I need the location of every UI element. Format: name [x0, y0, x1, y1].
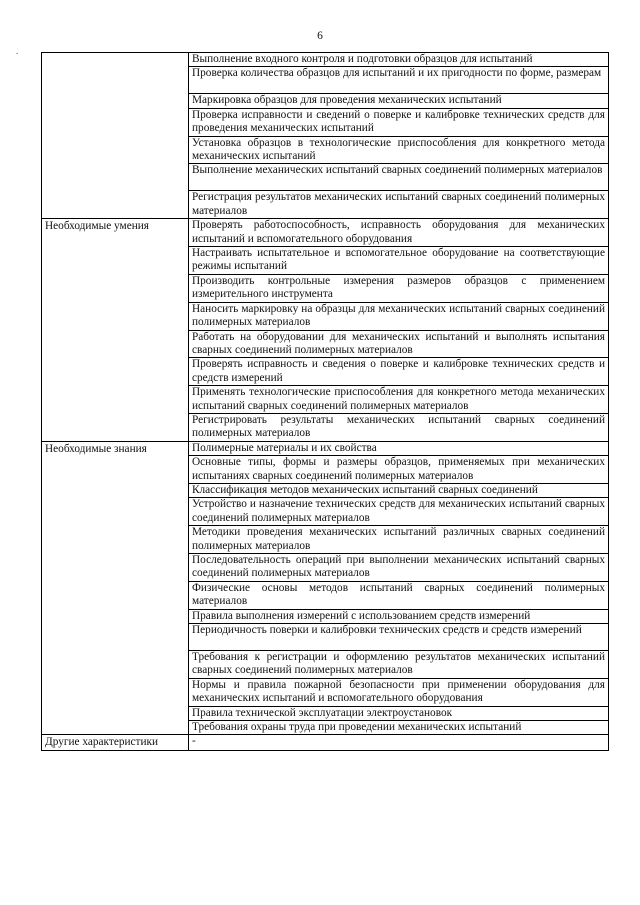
table-cell: Устройство и назначение технических средств для механических испытаний сварных соединений полимерных материалов: [189, 498, 609, 526]
table-cell: Регистрировать результаты механических испытаний сварных соединений полимерных материалов: [189, 413, 609, 441]
table-cell: Методики проведения механических испытаний различных сварных соединений полимерных материалов: [189, 526, 609, 554]
table-cell: Применять технологические приспособления для конкретного метода механических испытаний сварных соединений полимерных материалов: [189, 386, 609, 414]
group-label-other: Другие характеристики: [42, 735, 189, 750]
group-label: [42, 53, 189, 219]
table-cell: Основные типы, формы и размеры образцов, применяемых при механических испытаниях сварных соединений полимерных материалов: [189, 456, 609, 484]
group-label-skills: Необходимые умения: [42, 219, 189, 442]
table-cell: Установка образцов в технологические приспособления для конкретного метода механических испытаний: [189, 136, 609, 164]
margin-mark: .: [16, 46, 19, 56]
table-cell: Настраивать испытательное и вспомогательное оборудование на соответствующие режимы испытаний: [189, 247, 609, 275]
table-cell: Выполнение входного контроля и подготовки образцов для испытаний: [189, 53, 609, 67]
table-cell: Производить контрольные измерения размеров образцов с применением измерительного инструмента: [189, 274, 609, 302]
table-cell: Работать на оборудовании для механических испытаний и выполнять испытания сварных соединений полимерных материалов: [189, 330, 609, 358]
table-cell: Проверять работоспособность, исправность оборудования для механических испытаний и вспомогательного оборудования: [189, 219, 609, 247]
page-number: 6: [317, 30, 323, 42]
table-cell: Правила технической эксплуатации электроустановок: [189, 706, 609, 720]
table-cell: Маркировка образцов для проведения механических испытаний: [189, 94, 609, 108]
table-cell: Последовательность операций при выполнении механических испытаний сварных соединений полимерных материалов: [189, 554, 609, 582]
table-cell: Правила выполнения измерений с использованием средств измерений: [189, 609, 609, 623]
table-cell: Периодичность поверки и калибровки технических средств и средств измерений: [189, 624, 609, 651]
table-cell: Полимерные материалы и их свойства: [189, 441, 609, 455]
table-cell: Выполнение механических испытаний сварных соединений полимерных материалов: [189, 164, 609, 191]
table-cell: Проверять исправность и сведения о поверке и калибровке технических средств и средств измерений: [189, 358, 609, 386]
table-cell: Требования охраны труда при проведении механических испытаний: [189, 721, 609, 735]
table-cell: Наносить маркировку на образцы для механических испытаний сварных соединений полимерных материалов: [189, 302, 609, 330]
table-cell: Нормы и правила пожарной безопасности при применении оборудования для механических испытаний и вспомогательного оборудования: [189, 678, 609, 706]
group-label-knowledge: Необходимые знания: [42, 441, 189, 735]
table-cell: Требования к регистрации и оформлению результатов механических испытаний сварных соединений полимерных материалов: [189, 651, 609, 679]
table-cell: -: [189, 735, 609, 750]
requirements-table: [41, 52, 609, 751]
table-cell: Проверка количества образцов для испытаний и их пригодности по форме, размерам: [189, 67, 609, 94]
table-cell: Классификация методов механических испытаний сварных соединений: [189, 483, 609, 497]
table-cell: Регистрация результатов механических испытаний сварных соединений полимерных материалов: [189, 191, 609, 219]
table-cell: Проверка исправности и сведений о поверке и калибровке технических средств для проведения механических испытаний: [189, 108, 609, 136]
table-cell: Физические основы методов испытаний сварных соединений полимерных материалов: [189, 581, 609, 609]
